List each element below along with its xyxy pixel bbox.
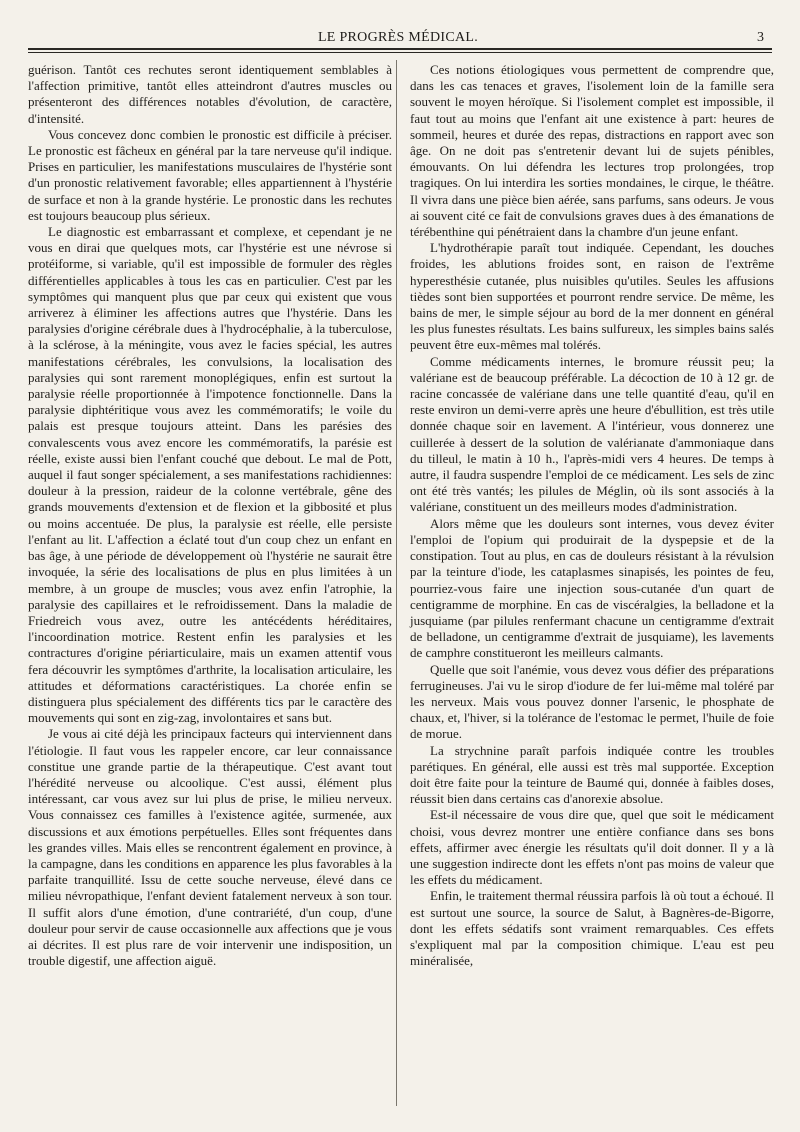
paragraph: guérison. Tantôt ces rechutes seront identiquement semblables à l'affection primitive, tantôt elles atteindront d'autres muscles ou présenteront des différences notables d'évolution, de caractère, d'intensité.: [28, 62, 392, 126]
paragraph: Alors même que les douleurs sont internes, vous devez éviter l'emploi de l'opium qui produirait de la dyspepsie et de la constipation. Tout au plus, en cas de douleurs résistant à la révulsion par la teinture d'iode, les cataplasmes sinapisés, les pointes de feu, pourriez-vous faire une injection sous-cutanée d'un quart de centigramme de morphine. En cas de viscéralgies, la belladone et la jusquiame (par pilules renfermant chacune un centigramme d'extrait de belladone, un centigramme d'extrait de jusquiame), les lavements de camphre constitueront les meilleurs calmants.: [410, 515, 774, 661]
header-rule: [28, 48, 772, 50]
page-number: 3: [757, 30, 764, 45]
column-divider: [396, 60, 397, 1106]
paragraph: La strychnine paraît parfois indiquée contre les troubles parétiques. En général, elle aussi est très mal supportée. Exception doit être faite pour la teinture de Baumé qui, donnée à faibles doses, réussit bien dans certains cas d'anorexie absolue.: [410, 742, 774, 807]
page-header: [28, 30, 768, 46]
header-rule-thin: [28, 52, 772, 53]
paragraph: Ces notions étiologiques vous permettent de comprendre que, dans les cas tenaces et graves, l'isolement loin de la famille sera souvent le moyen héroïque. Si l'isolement complet est impossible, il faut tout au moins que l'enfant ait une existence à part: heures de sommeil, heures et durée des repas, distractions en rapport avec son âge. On ne doit pas s'entretenir devant lui de sujets pénibles, émouvants. On lui défendra les lectures trop prolongées, trop tragiques. On lui interdira les sorties mondaines, le cirque, le théâtre. Il vivra dans une pièce bien aérée, sans parfums, sans odeurs. Je vous ai souvent cité ce fait de convulsions graves dues à des émanations de térébenthine qui pénétraient dans la chambre d'un jeune enfant.: [410, 62, 774, 240]
paragraph: Le diagnostic est embarrassant et complexe, et cependant je ne vous en dirai que quelques mots, car l'hystérie est une névrose si protéiforme, si variable, qu'il est impossible de formuler des règles différentielles applicables à tous les cas en particulier. C'est par les symptômes qui manquent plus que par ceux qui existent que vous arriverez à éliminer les affections autres que l'hystérie. Dans les paralysies d'origine cérébrale dues à l'hydrocéphalie, à la tuberculose, à la sclérose, à la méningite, vous avez le facies spécial, les autres manifestations cérébrales, les convulsions, la localisation des paralysies qui sont rarement monoplégiques, enfin est surtout la paralysie réelle proportionnée à l'impotence fonctionnelle. Dans la paralysie diphtéritique vous avez les commémoratifs; le voile du palais est presque toujours atteint. Dans les parésies des convalescents vous avez encore les commémoratifs, la parésie est réelle, existe aussi bien l'enfant couché que debout. Le mal de Pott, auquel il faut songer spécialement, a ses manifestations rachidiennes: douleur à la pression, raideur de la colonne vertébrale, gêne des grands mouvements d'extension et de flexion et la gibbosité et plus ou moins accentuée. De plus, la paralysie est réelle, elle persiste l'enfant au lit. L'affection a éclaté tout d'un coup chez un enfant en bas âge, à une période de développement où l'hystérie ne saurait être invoquée, la série des localisations de plus en plus limitées à un membre, à un groupe de muscles; vous avez enfin l'atrophie, la paralysie des capillaires et le refroidissement. Dans la maladie de Friedreich vous avez, outre les antécédents héréditaires, l'incoordination motrice. Restent enfin les paralysies et les contractures d'origine périarticulaire, mais un examen attentif vous fera découvrir les symptômes d'arthrite, la localisation articulaire, les attitudes et déformations caractéristiques. La chorée enfin se distinguera plus spécialement des différents tics par le caractère des mouvements qui sont en zig-zag, involontaires et sans but.: [28, 224, 392, 726]
paragraph: L'hydrothérapie paraît tout indiquée. Cependant, les douches froides, les ablutions froides sont, en raison de l'extrême hyperesthésie cutanée, plus nuisibles qu'utiles. Seules les affusions tièdes sont bien supportées et pourront rendre service. De même, les bains de mer, le simple séjour au bord de la mer donnent en général les plus funestes résultats. Les bains sulfureux, les simples bains salés peuvent être eux-mêmes mal tolérés.: [410, 240, 774, 353]
right-column: [410, 62, 774, 969]
paragraph: Est-il nécessaire de vous dire que, quel que soit le médicament choisi, vous devrez montrer une entière confiance dans ses bons effets, affirmer avec énergie les résultats qu'il doit donner. Il y a là une suggestion indirecte dont les effets n'ont pas moins de valeur que les effets du médicament.: [410, 807, 774, 888]
journal-title: LE PROGRÈS MÉDICAL.: [317, 30, 479, 45]
paragraph: Je vous ai cité déjà les principaux facteurs qui interviennent dans l'étiologie. Il faut vous les rappeler encore, car leur connaissance constitue une grande partie de la thérapeutique. C'est avant tout l'hérédité nerveuse ou alcoolique. C'est aussi, élément plus intéressant, car vous avez sur lui plus de prise, le milieu nerveux. Vous connaissez ces familles à l'existence agitée, surmenée, aux discussions et aux émotions perpétuelles. Elles sont fréquentes dans les grandes villes. Mais elles se rencontrent également en province, à la campagne, dans les conditions en apparence les plus favorables à la parfaite tranquillité. Issu de cette souche nerveuse, élevé dans ce milieu névropathique, l'enfant devient fatalement nerveux à son tour. Il suffit alors d'une émotion, d'une contrariété, d'un coup, d'une douleur pour servir de cause occasionnelle aux affections que je vous ai décrites. Il est plus rare de voir intervenir une indisposition, un trouble digestif, une affection aiguë.: [28, 726, 392, 969]
paragraph: Quelle que soit l'anémie, vous devez vous défier des préparations ferrugineuses. J'ai vu le sirop d'iodure de fer lui-même mal toléré par les nerveux. Mais vous pouvez donner l'arsenic, le phosphate de chaux, et, l'hiver, si la tolérance de l'estomac le permet, l'huile de foie de morue.: [410, 661, 774, 742]
paragraph: Comme médicaments internes, le bromure réussit peu; la valériane est de beaucoup préférable. La décoction de 10 à 12 gr. de racine concassée de valériane dans une telle quantité d'eau, qu'il en reste environ un demi-verre après une heure d'ébullition, est très utile donnée chaque soir en lavement. A l'intérieur, vous donnerez une cuillerée à dessert de la solution de valérianate d'ammoniaque dans du tilleul, le matin à 10 h., l'après-midi vers 4 heures. De temps à autre, il faudra suspendre l'emploi de ce médicament. Les sels de zinc ont été très vantés; les pilules de Méglin, où ils sont associés à la valériane, constituent un des meilleurs modes d'administration.: [410, 353, 774, 515]
paragraph: Enfin, le traitement thermal réussira parfois là où tout a échoué. Il est surtout une source, la source de Salut, à Bagnères-de-Bigorre, dont les effets sédatifs sont vraiment remarquables. Ces effets s'expliquent mal par la composition chimique. L'eau est peu minéralisée,: [410, 888, 774, 969]
paragraph: Vous concevez donc combien le pronostic est difficile à préciser. Le pronostic est fâcheux en général par la tare nerveuse qu'il indique. Prises en particulier, les manifestations musculaires de l'hystérie sont d'un pronostic relativement favorable; elles appartiennent à l'hystérie de surface et non à la grande hystérie. Le pronostic dans les rechutes est toujours beaucoup plus sérieux.: [28, 126, 392, 223]
left-column: [28, 62, 392, 969]
